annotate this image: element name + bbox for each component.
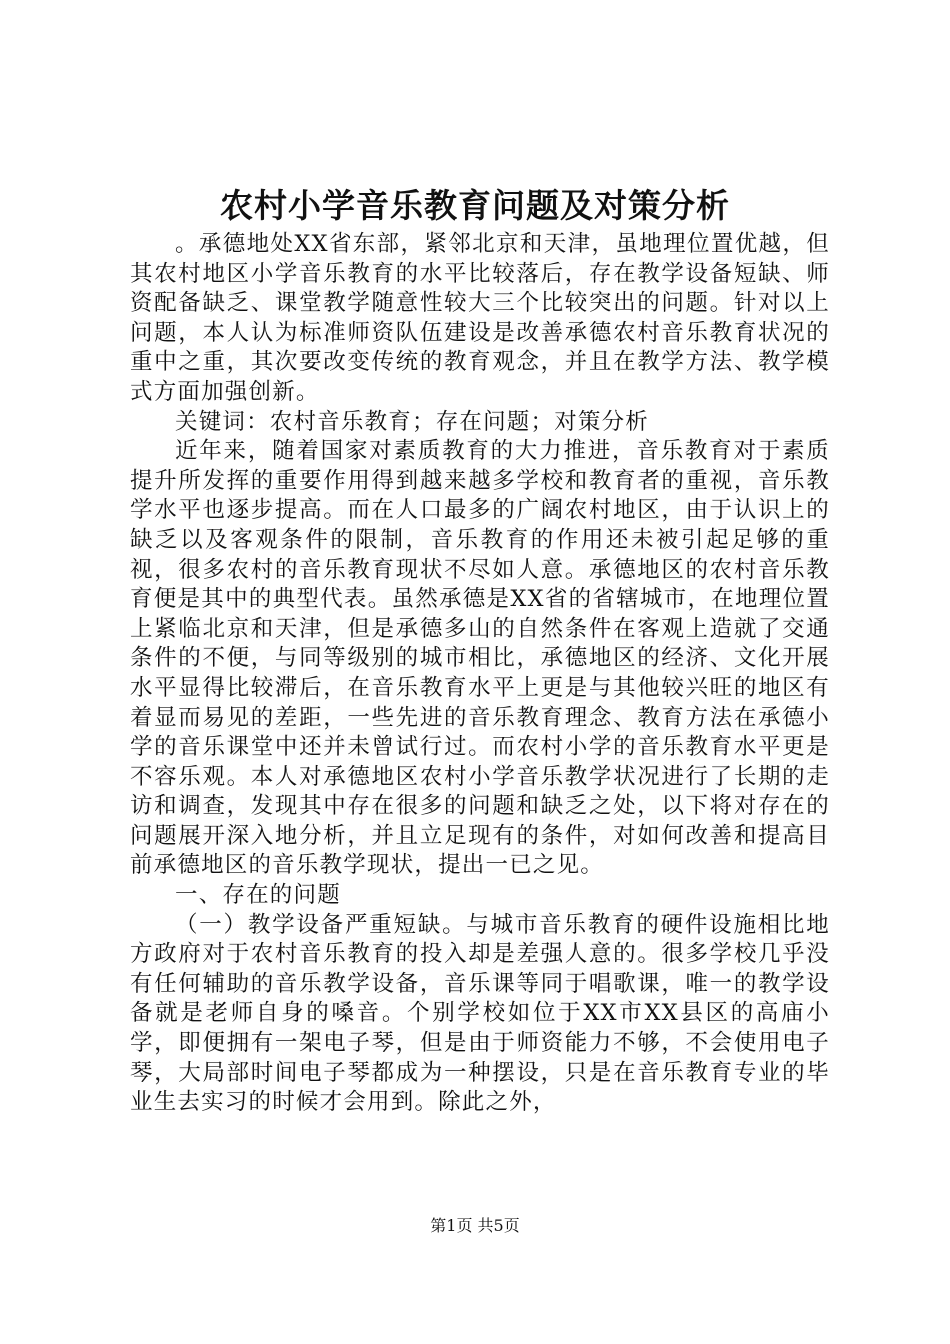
document-title: 农村小学音乐教育问题及对策分析 [220,186,730,225]
section-heading: 一、存在的问题 [175,882,341,909]
abstract-paragraph: 。承德地处XX省东部，紧邻北京和天津，虽地理位置优越，但其农村地区小学音乐教育的水平比较落后，存在教学设备短缺、师资配备缺乏、课堂教学随意性较大三个比较突出的问题。针对以上问题，本人认为标准师资队伍建设是改善承德农村音乐教育状况的重中之重，其次要改变传统的教育观念，并且在教学方法、教学模式方面加强创新。 [130,231,830,405]
intro-paragraph: 近年来，随着国家对素质教育的大力推进，音乐教育对于素质提升所发挥的重要作用得到越来越多学校和教育者的重视，音乐教学水平也逐步提高。而在人口最多的广阔农村地区，由于认识上的缺乏以及客观条件的限制，音乐教育的作用还未被引起足够的重视，很多农村的音乐教育现状不尽如人意。承德地区的农村音乐教育便是其中的典型代表。虽然承德是XX省的省辖城市，在地理位置上紧临北京和天津，但是承德多山的自然条件在客观上造就了交通条件的不便，与同等级别的城市相比，承德地区的经济、文化开展水平显得比较滞后，在音乐教育水平上更是与其他较兴旺的地区有着显而易见的差距，一些先进的音乐教育理念、教育方法在承德小学的音乐课堂中还并未曾试行过。而农村小学的音乐教育水平更是不容乐观。本人对承德地区农村小学音乐教学状况进行了长期的走访和调查，发现其中存在很多的问题和缺乏之处，以下将对存在的问题展开深入地分析，并且立足现有的条件，对如何改善和提高目前承德地区的音乐教学现状，提出一已之见。 [130,438,830,879]
subsection-paragraph: （一）教学设备严重短缺。与城市音乐教育的硬件设施相比地方政府对于农村音乐教育的投入却是差强人意的。很多学校几乎没有任何辅助的音乐教学设备，音乐课等同于唱歌课，唯一的教学设备就是老师自身的嗓音。个别学校如位于XX市XX县区的高庙小学，即便拥有一架电子琴，但是由于师资能力不够，不会使用电子琴，大局部时间电子琴都成为一种摆设，只是在音乐教育专业的毕业生去实习的时候才会用到。除此之外， [130,911,830,1116]
document-body [130,230,830,1118]
keywords-paragraph: 关键词：农村音乐教育；存在问题；对策分析 [175,408,650,435]
page-footer: 第1页 共5页 [430,1216,520,1235]
